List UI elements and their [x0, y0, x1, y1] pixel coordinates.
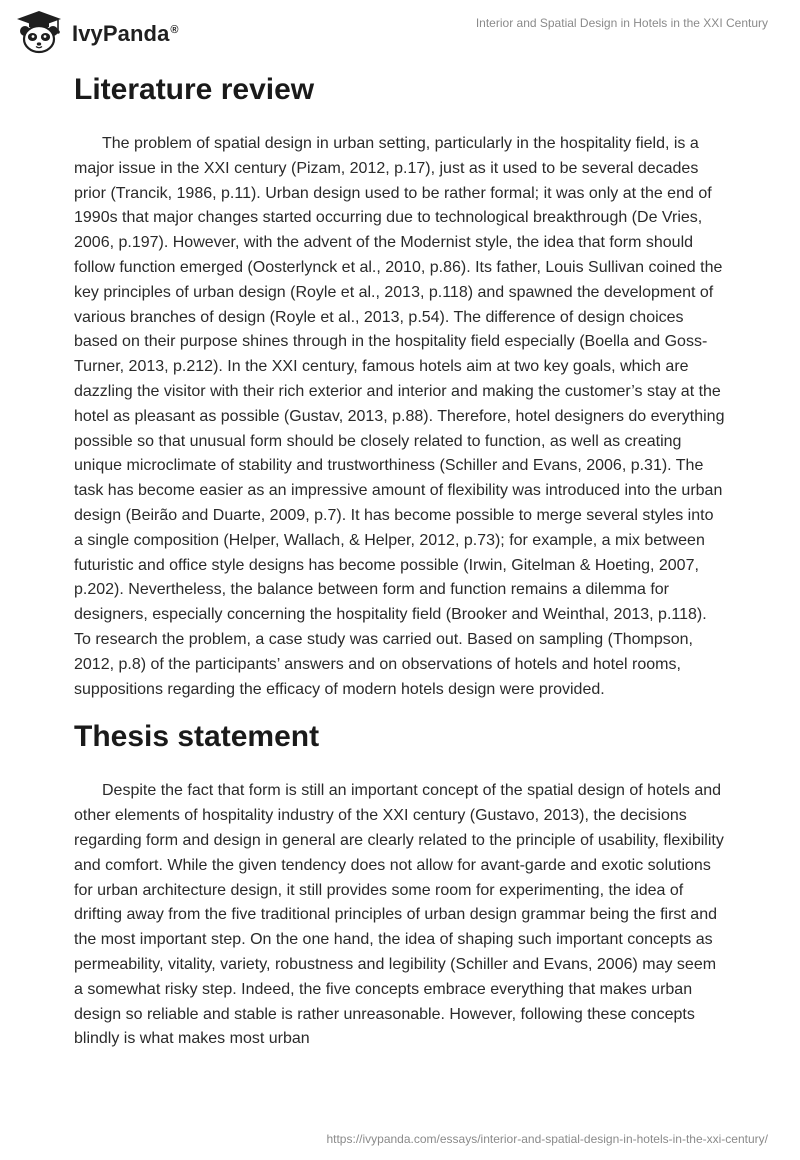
document-title: Interior and Spatial Design in Hotels in the XXI Century [475, 16, 768, 30]
section-heading-thesis-statement: Thesis statement [74, 720, 320, 754]
source-url[interactable]: https://ivypanda.com/essays/interior-and-spatial-design-in-hotels-in-the-xxi-century/ [326, 1132, 768, 1146]
literature-review-paragraph: The problem of spatial design in urban setting, particularly in the hospitality field, is a major issue in the XXI century (Pizam, 2012, p.17), just as it used to be several decades prior (Trancik, 1986, p.11). Urban design used to be rather formal; it was only at the end of 1990s that major changes started occurring due to technological breakthrough (De Vries, 2006, p.197). However, with the advent of the Modernist style, the idea that form should follow function emerged (Oosterlynck et al., 2010, p.86). Its father, Louis Sullivan coined the key principles of urban design (Royle et al., 2013, p.118) and spawned the development of various branches of design (Royle et al., 2013, p.54). The difference of design choices based on their purpose shines through in the hospitality field especially (Boella and Goss-Turner, 2013, p.212). In the XXI century, famous hotels aim at two key goals, which are dazzling the visitor with their rich exterior and interior and making the customer’s stay at the hotel as pleasant as possible (Gustav, 2013, p.88). Therefore, hotel designers do everything possible so that unusual form should be closely related to function, as well as creating unique microclimate of stability and trustworthiness (Schiller and Evans, 2006, p.31). The task has become easier as an impressive amount of flexibility was introduced into the urban design (Beirão and Duarte, 2009, p.7). It has become possible to merge several styles into a single composition (Helper, Wallach, & Helper, 2012, p.73); for example, a mix between futuristic and office style designs has become possible (Irwin, Gitelman & Hoeting, 2007, p.202). Nevertheless, the balance between form and function remains a dilemma for designers, especially concerning the hospitality field (Brooker and Weinthal, 2013, p.118). To research the problem, a case study was carried out. Based on sampling (Thompson, 2012, p.8) of the participants’ answers and on observations of hotels and hotel rooms, suppositions regarding the efficacy of modern hotels design were provided. [74, 135, 725, 698]
section-heading-literature-review: Literature review [74, 73, 315, 106]
essay-content [74, 70, 726, 1052]
ivypanda-logo[interactable] [14, 9, 179, 55]
logo-text: IvyPanda® [72, 21, 179, 46]
page-header [0, 0, 800, 60]
panda-graduate-icon [14, 9, 64, 55]
thesis-statement-paragraph: Despite the fact that form is still an important concept of the spatial design of hotels and other elements of hospitality industry of the XXI century (Gustavo, 2013), the decisions regarding form and design in general are clearly related to the principle of usability, flexibility and comfort. While the given tendency does not allow for avant-garde and exotic solutions for urban architecture design, it still provides some room for experimenting, the idea of drifting away from the five traditional principles of urban design grammar being the first and the most important step. On the one hand, the idea of shaping such important concepts as permeability, vitality, variety, robustness and legibility (Schiller and Evans, 2006) may seem a somewhat risky step. Indeed, the five concepts embrace everything that makes urban design so reliable and stable is rather unreasonable. However, following these concepts blindly is what makes most urban [74, 782, 724, 1048]
